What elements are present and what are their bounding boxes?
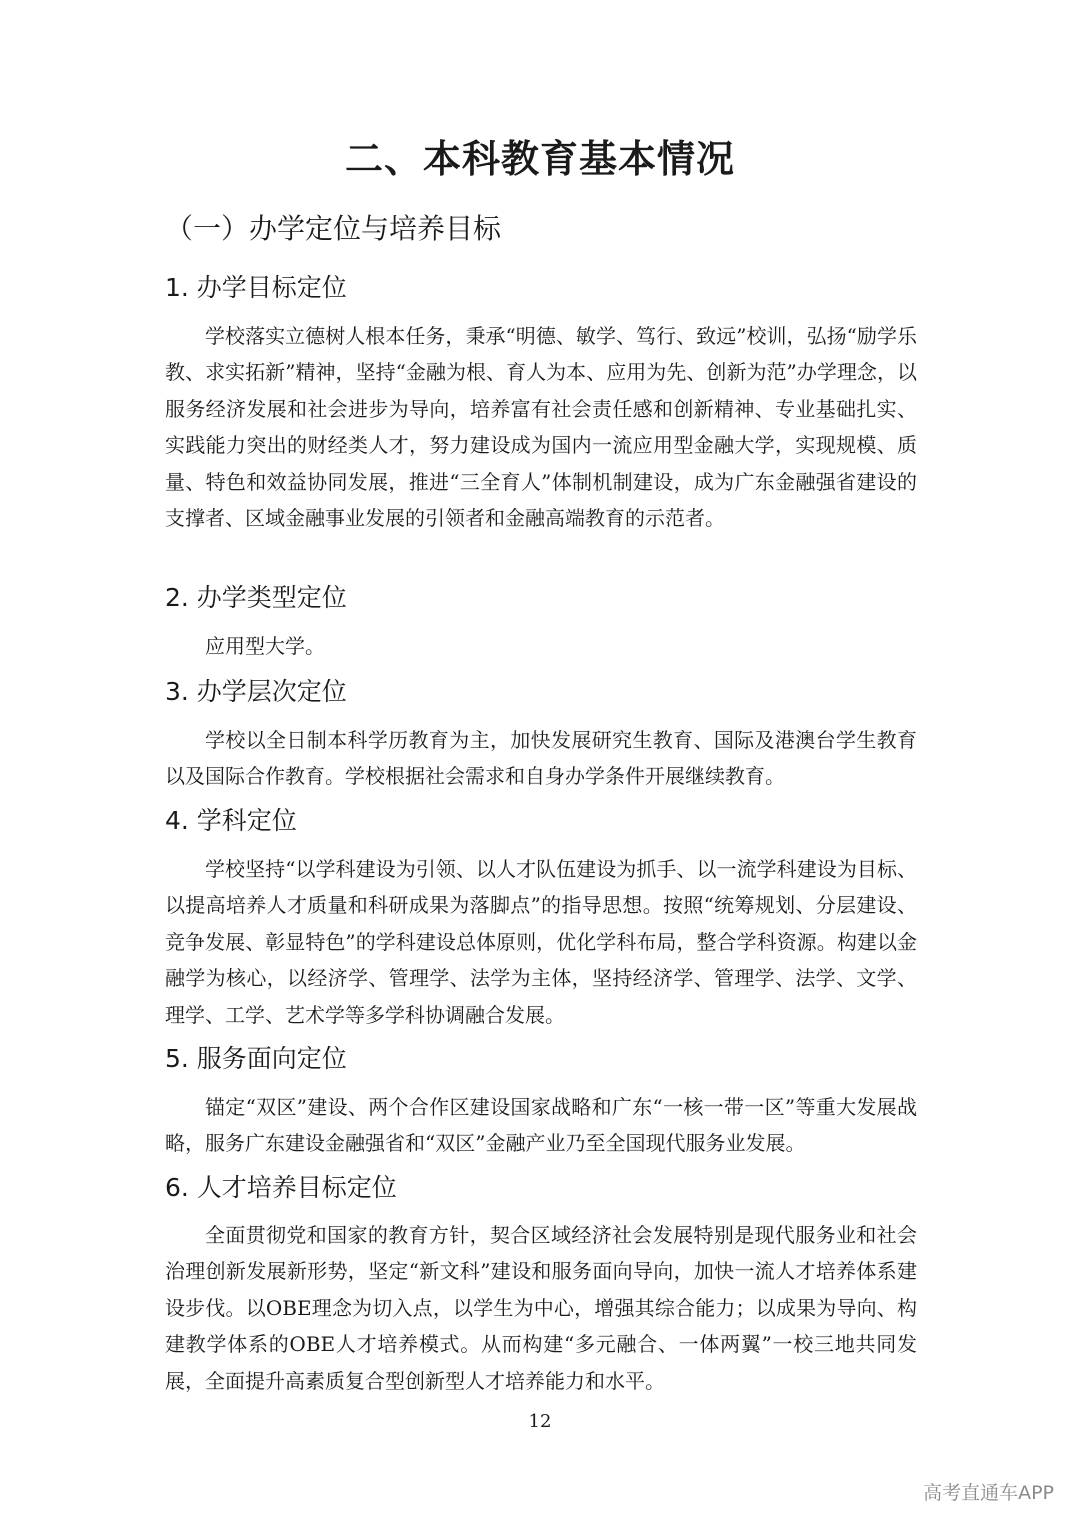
paragraph-school-type: 应用型大学。	[205, 634, 325, 658]
heading-service: 5. 服务面向定位	[165, 1044, 347, 1073]
paragraph-school-level: 学校以全日制本科学历教育为主，加快发展研究生教育、国际及港澳台学生教育以及国际合作教育。学校根据社会需求和自身办学条件开展继续教育。	[165, 728, 917, 789]
section-subtitle: （一）办学定位与培养目标	[165, 212, 502, 245]
paragraph-service: 锚定“双区”建设、两个合作区建设国家战略和广东“一核一带一区”等重大发展战略，服务广东建设金融强省和“双区”金融产业乃至全国现代服务业发展。	[165, 1095, 917, 1156]
page-number: 12	[528, 1411, 552, 1432]
page-title: 二、本科教育基本情况	[344, 137, 735, 181]
heading-talent-goal: 6. 人才培养目标定位	[165, 1173, 397, 1202]
heading-school-level: 3. 办学层次定位	[165, 677, 347, 706]
paragraph-school-goal: 学校落实立德树人根本任务，秉承“明德、敏学、笃行、致远”校训，弘扬“励学乐教、求实拓新”精神，坚持“金融为根、育人为本、应用为先、创新为范”办学理念，以服务经济发展和社会进步为导向，培养富有社会责任感和创新精神、专业基础扎实、实践能力突出的财经类人才，努力建设成为国内一流应用型金融大学，实现规模、质量、特色和效益协同发展，推进“三全育人”体制机制建设，成为广东金融强省建设的支撑者、区域金融事业发展的引领者和金融高端教育的示范者。	[165, 324, 917, 531]
heading-school-type: 2. 办学类型定位	[165, 583, 347, 612]
heading-discipline: 4. 学科定位	[165, 806, 297, 835]
heading-school-goal: 1. 办学目标定位	[165, 273, 347, 302]
watermark-text: 高考直通车APP	[923, 1482, 1054, 1504]
paragraph-discipline: 学校坚持“以学科建设为引领、以人才队伍建设为抓手、以一流学科建设为目标、以提高培养人才质量和科研成果为落脚点”的指导思想。按照“统筹规划、分层建设、竞争发展、彰显特色”的学科建设总体原则，优化学科布局，整合学科资源。构建以金融学为核心，以经济学、管理学、法学为主体，坚持经济学、管理学、法学、文学、理学、工学、艺术学等多学科协调融合发展。	[165, 857, 917, 1027]
paragraph-talent-goal: 全面贯彻党和国家的教育方针，契合区域经济社会发展特别是现代服务业和社会治理创新发展新形势，坚定“新文科”建设和服务面向导向，加快一流人才培养体系建设步伐。以OBE理念为切入点，以学生为中心，增强其综合能力；以成果为导向、构建教学体系的OBE人才培养模式。从而构建“多元融合、一体两翼”一校三地共同发展，全面提升高素质复合型创新型人才培养能力和水平。	[165, 1223, 917, 1393]
